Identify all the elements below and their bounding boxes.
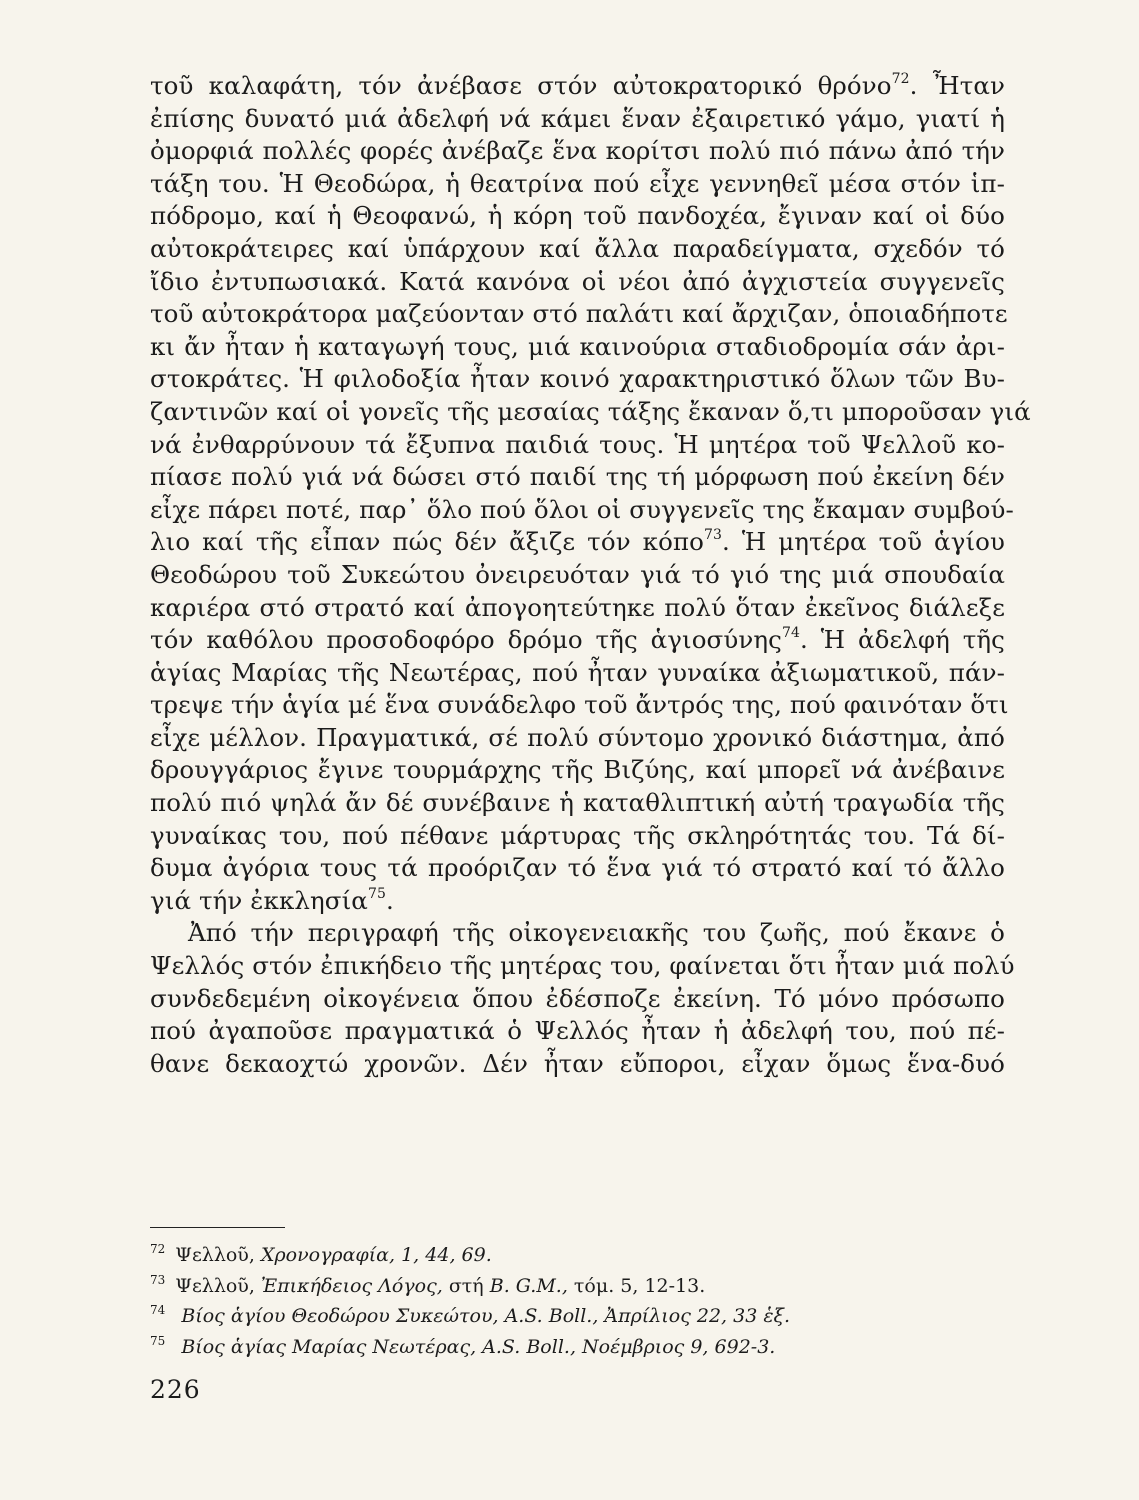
line-text: τόν καθόλου προσοδοφόρο δρόμο τῆς ἁγιοσύνης bbox=[150, 625, 782, 655]
line-text: Ψελλός στόν ἐπικήδειο τῆς μητέρας του, φαίνεται ὅτι ἦταν μιά πολύ bbox=[150, 951, 1015, 981]
text-line bbox=[150, 983, 1005, 1016]
line-text: τάξη του. Ἡ Θεοδώρα, ἡ θεατρίνα πού εἶχε γεννηθεῖ μέσα στόν ἱπ- bbox=[150, 168, 1005, 198]
line-text-after-reference: . Ἡ ἀδελφή τῆς bbox=[799, 625, 1005, 655]
text-line bbox=[150, 754, 1005, 787]
text-line bbox=[150, 852, 1005, 885]
line-text: ἁγίας Μαρίας τῆς Νεωτέρας, πού ἦταν γυναίκα ἀξιωματικοῦ, πάν- bbox=[150, 657, 1005, 687]
text-line bbox=[150, 592, 1005, 625]
footnote-rule bbox=[150, 1227, 285, 1228]
footnote-reference: 74 bbox=[781, 625, 800, 642]
line-text-after-reference: . Ἦταν bbox=[909, 71, 1005, 100]
line-text: Θεοδώρου τοῦ Συκεώτου ὀνειρευόταν γιά τό γιό της μιά σπουδαία bbox=[150, 559, 1005, 589]
text-line bbox=[150, 103, 1005, 136]
text-line bbox=[150, 722, 1005, 755]
footnote-author: Ψελλοῦ, bbox=[175, 1244, 255, 1266]
footnote-author: Ψελλοῦ, bbox=[175, 1274, 255, 1297]
text-line bbox=[150, 429, 1005, 462]
line-text: δυμα ἀγόρια τους τά προόριζαν τό ἕνα γιά τό στρατό καί τό ἄλλο bbox=[150, 853, 1005, 883]
footnote-number: 72 bbox=[150, 1242, 166, 1256]
text-line bbox=[150, 559, 1005, 592]
footnote bbox=[150, 1268, 1005, 1299]
text-line bbox=[150, 168, 1005, 201]
line-text: ζαντινῶν καί οἱ γονεῖς τῆς μεσαίας τάξης ἔκαναν ὅ,τι μποροῦσαν γιά bbox=[150, 396, 1031, 426]
footnote bbox=[150, 1237, 1005, 1268]
line-text: αὐτοκράτειρες καί ὑπάρχουν καί ἄλλα παραδείγματα, σχεδόν τό bbox=[150, 233, 1005, 263]
line-text: εἶχε πάρει ποτέ, παρ᾽ ὅλο πού ὅλοι οἱ συγγενεῖς της ἔκαμαν συμβού- bbox=[150, 494, 1014, 524]
text-line bbox=[150, 494, 1014, 527]
footnote-source: Βίος ἁγίου Θεοδώρου Συκεώτου, A.S. Boll., Ἀπρίλιος 22, 33 ἑξ. bbox=[181, 1305, 791, 1327]
text-line bbox=[150, 1048, 1005, 1081]
line-text: λιο καί τῆς εἶπαν πώς δέν ἄξιζε τόν κόπο bbox=[150, 527, 704, 557]
line-text: πολύ πιό ψηλά ἄν δέ συνέβαινε ἡ καταθλιπτική αὐτή τραγωδία τῆς bbox=[150, 788, 1005, 818]
text-line bbox=[150, 624, 1005, 657]
text-line bbox=[150, 200, 1005, 233]
line-text: γυναίκας του, πού πέθανε μάρτυρας τῆς σκληρότητάς του. Τά δί- bbox=[150, 820, 1005, 850]
footnote-number: 73 bbox=[150, 1272, 166, 1287]
footnote-reference: 75 bbox=[367, 885, 386, 902]
footnote-source: Χρονογραφία, 1, 44, 69. bbox=[260, 1244, 492, 1266]
text-line bbox=[150, 950, 1015, 983]
text-line bbox=[150, 396, 1031, 429]
text-line bbox=[150, 135, 1005, 168]
line-text: θανε δεκαοχτώ χρονῶν. Δέν ἦταν εὔποροι, εἶχαν ὅμως ἕνα-δυό bbox=[150, 1048, 1005, 1078]
line-text: δρουγγάριος ἔγινε τουρμάρχης τῆς Βιζύης, καί μπορεῖ νά ἀνέβαινε bbox=[150, 755, 1005, 785]
text-line bbox=[150, 363, 1005, 396]
text-line bbox=[150, 917, 1005, 950]
line-text: καριέρα στό στρατό καί ἀπογοητεύτηκε πολύ ὅταν ἐκεῖνος διάλεξε bbox=[150, 592, 1005, 622]
line-text: κι ἄν ἦταν ἡ καταγωγή τους, μιά καινούρια σταδιοδρομία σάν ἀρι- bbox=[150, 331, 1005, 361]
text-line bbox=[150, 820, 1005, 853]
footnote bbox=[150, 1298, 1005, 1329]
footnote-reference: 73 bbox=[703, 527, 722, 544]
page bbox=[150, 70, 1031, 1470]
footnotes bbox=[150, 1237, 1005, 1359]
footnote-number: 74 bbox=[150, 1303, 166, 1317]
footnote-source: Βίος ἁγίας Μαρίας Νεωτέρας, A.S. Boll., Νοέμβριος 9, 692-3. bbox=[181, 1335, 776, 1358]
text-line bbox=[150, 689, 1009, 722]
line-text: πόδρομο, καί ἡ Θεοφανώ, ἡ κόρη τοῦ πανδοχέα, ἔγιναν καί οἱ δύο bbox=[150, 201, 1005, 231]
line-text: πίασε πολύ γιά νά δώσει στό παιδί της τή μόρφωση πού ἐκείνη δέν bbox=[150, 462, 1005, 492]
text-line bbox=[150, 70, 1005, 103]
footnote-reference: 72 bbox=[891, 71, 910, 87]
line-text: ἐπίσης δυνατό μιά ἀδελφή νά κάμει ἕναν ἐξαιρετικό γάμο, γιατί ἡ bbox=[150, 103, 1005, 133]
line-text: Ἀπό τήν περιγραφή τῆς οἰκογενειακῆς του ζωῆς, πού ἔκανε ὁ bbox=[188, 918, 1005, 948]
body-text bbox=[150, 70, 1031, 1080]
line-text: τοῦ αὐτοκράτορα μαζεύονταν στό παλάτι καί ἄρχιζαν, ὁποιαδήποτε bbox=[150, 299, 1008, 329]
text-line bbox=[150, 1015, 1005, 1048]
line-text: ὀμορφιά πολλές φορές ἀνέβαζε ἕνα κορίτσι πολύ πιό πάνω ἀπό τήν bbox=[150, 136, 1005, 166]
line-text: γιά τήν ἐκκλησία bbox=[150, 885, 368, 915]
text-line bbox=[150, 787, 1005, 820]
footnote-text: τόμ. 5, 12-13. bbox=[573, 1274, 706, 1297]
text-line bbox=[150, 298, 1008, 331]
line-text-after-reference: . Ἡ μητέρα τοῦ ἁγίου bbox=[721, 527, 1005, 557]
line-text: τρεψε τήν ἁγία μέ ἕνα συνάδελφο τοῦ ἄντρός της, πού φαινόταν ὅτι bbox=[150, 690, 1009, 720]
footnote-source: Β. G.M., bbox=[489, 1274, 568, 1297]
line-text: πού ἀγαποῦσε πραγματικά ὁ Ψελλός ἦταν ἡ ἀδελφή του, πού πέ- bbox=[150, 1016, 1005, 1046]
text-line bbox=[150, 657, 1005, 690]
text-line bbox=[150, 233, 1005, 266]
text-line bbox=[150, 461, 1005, 494]
line-text: εἶχε μέλλον. Πραγματικά, σέ πολύ σύντομο χρονικό διάστημα, ἀπό bbox=[150, 722, 1005, 752]
line-text: συνδεδεμένη οἰκογένεια ὅπου ἐδέσποζε ἐκείνη. Τό μόνο πρόσωπο bbox=[150, 983, 1005, 1013]
page-number: 226 bbox=[150, 1375, 201, 1404]
footnote-text: στή bbox=[448, 1274, 484, 1297]
line-text: στοκράτες. Ἡ φιλοδοξία ἦταν κοινό χαρακτηριστικό ὅλων τῶν Βυ- bbox=[150, 364, 1005, 394]
text-line bbox=[150, 266, 1005, 299]
line-text: ἴδιο ἐντυπωσιακά. Κατά κανόνα οἱ νέοι ἀπό ἀγχιστεία συγγενεῖς bbox=[150, 266, 1005, 296]
line-text: νά ἐνθαρρύνουν τά ἔξυπνα παιδιά τους. Ἡ μητέρα τοῦ Ψελλοῦ κο- bbox=[150, 429, 1005, 459]
footnote-source: Ἐπικήδειος Λόγος, bbox=[260, 1274, 443, 1297]
footnote-number: 75 bbox=[150, 1333, 166, 1348]
line-text-after-reference: . bbox=[385, 885, 394, 915]
text-line bbox=[150, 885, 1005, 918]
footnote bbox=[150, 1329, 1005, 1360]
text-line bbox=[150, 526, 1005, 559]
line-text: τοῦ καλαφάτη, τόν ἀνέβασε στόν αὐτοκρατορικό θρόνο bbox=[150, 71, 892, 100]
text-line bbox=[150, 331, 1005, 364]
